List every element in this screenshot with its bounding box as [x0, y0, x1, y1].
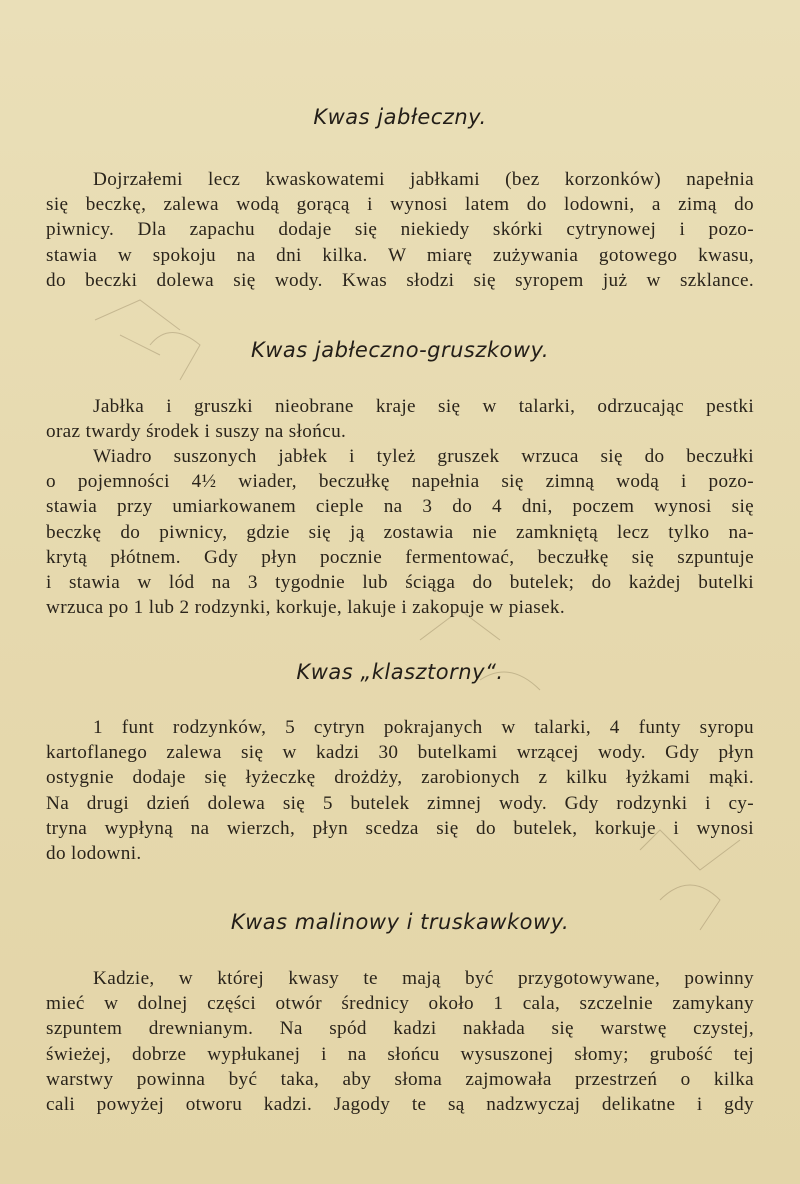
text-line: Dojrzałemi lecz kwaskowatemi jabłkami (bez korzonków) napełnia — [93, 169, 754, 190]
paragraph — [46, 167, 754, 293]
text-line: o pojemności 4½ wiader, beczułkę napełnia się zimną wodą i pozo- — [46, 471, 754, 493]
section-title: Kwas „klasztorny“. — [296, 660, 504, 684]
paragraph — [46, 715, 754, 866]
section-title: Kwas malinowy i truskawkowy. — [230, 910, 570, 934]
text-line: mieć w dolnej części otwór średnicy około 1 cala, szczelnie zamykany — [46, 993, 754, 1015]
text-line: kartoflanego zalewa się w kadzi 30 butelkami wrzącej wody. Gdy płyn — [46, 742, 754, 764]
text-line: piwnicy. Dla zapachu dodaje się niekiedy skórki cytrynowej i pozo- — [46, 219, 754, 241]
text-line: Jabłka i gruszki nieobrane kraje się w talarki, odrzucając pestki — [93, 396, 754, 417]
paragraph — [46, 394, 754, 444]
section-title: Kwas jabłeczno-gruszkowy. — [250, 338, 550, 362]
text-line: oraz twardy środek i suszy na słońcu. — [46, 421, 347, 443]
text-line: do beczki dolewa się wody. Kwas słodzi się syropem już w szklance. — [46, 269, 754, 291]
text-line: tryna wypłyną na wierzch, płyn scedza się do butelek, korkuje i wynosi — [46, 817, 754, 839]
text-line: 1 funt rodzynków, 5 cytryn pokrajanych w talarki, 4 funty syropu — [93, 717, 754, 738]
text-line: wrzuca po 1 lub 2 rodzynki, korkuje, lakuje i zakopuje w piasek. — [46, 597, 565, 619]
text-line: szpuntem drewnianym. Na spód kadzi nakłada się warstwę czystej, — [46, 1018, 754, 1040]
text-line: beczkę do piwnicy, gdzie się ją zostawia nie zamkniętą lecz tylko na- — [46, 521, 754, 543]
text-line: się beczkę, zalewa wodą gorącą i wynosi latem do lodowni, a zimą do — [46, 194, 754, 216]
text-line: do lodowni. — [46, 843, 142, 865]
paragraph — [46, 966, 754, 1117]
text-line: świeżej, dobrze wypłukanej i na słońcu wysuszonej słomy; grubość tej — [46, 1043, 754, 1065]
section-title: Kwas jabłeczny. — [313, 105, 487, 129]
text-line: warstwy powinna być taka, aby słoma zajmowała przestrzeń o kilka — [46, 1068, 754, 1090]
text-line: cali powyżej otworu kadzi. Jagody te są nadzwyczaj delikatne i gdy — [46, 1094, 754, 1116]
text-line: Na drugi dzień dolewa się 5 butelek zimnej wody. Gdy rodzynki i cy- — [46, 792, 754, 814]
text-line: Wiadro suszonych jabłek i tyleż gruszek wrzuca się do beczułki — [93, 446, 754, 467]
paragraph — [46, 444, 754, 620]
text-line: stawia w spokoju na dni kilka. W miarę zużywania gotowego kwasu, — [46, 244, 754, 266]
text-line: stawia przy umiarkowanem cieple na 3 do 4 dni, poczem wynosi się — [46, 496, 754, 518]
text-line: i stawia w lód na 3 tygodnie lub ściąga do butelek; do każdej butelki — [46, 572, 754, 594]
text-line: ostygnie dodaje się łyżeczkę drożdży, zarobionych z kilku łyżkami mąki. — [46, 767, 754, 789]
text-line: krytą płótnem. Gdy płyn pocznie fermentować, beczułkę się szpuntuje — [46, 546, 754, 568]
text-line: Kadzie, w której kwasy te mają być przygotowywane, powinny — [93, 968, 754, 989]
